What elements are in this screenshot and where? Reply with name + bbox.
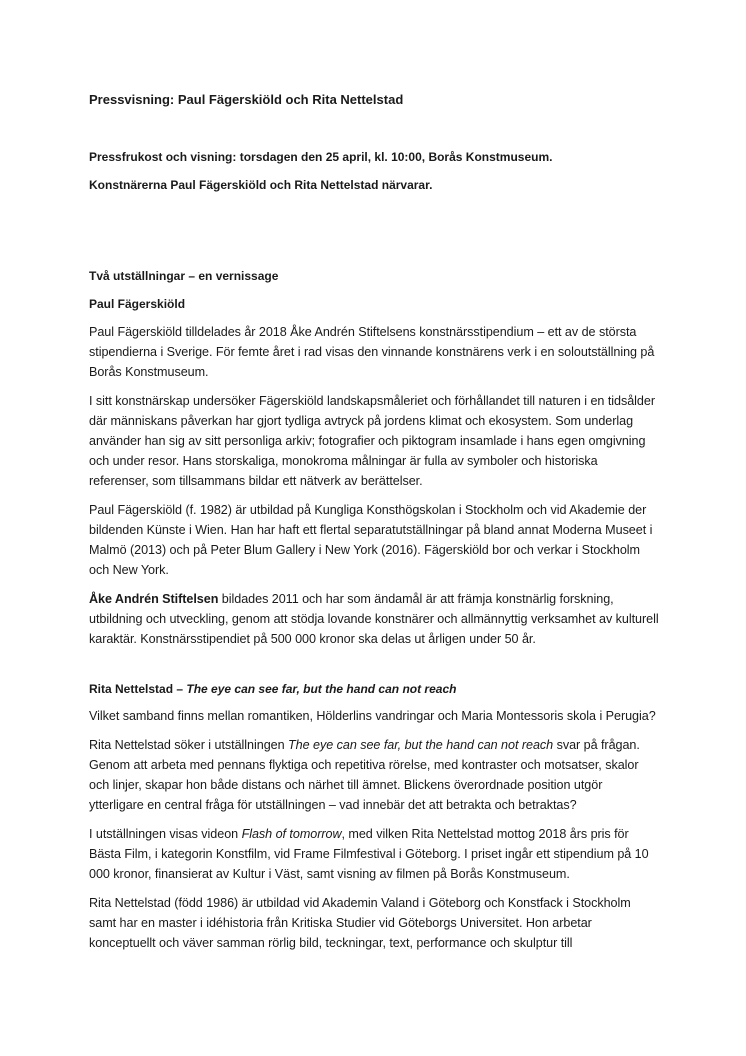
paul-paragraph-3: Paul Fägerskiöld (f. 1982) är utbildad på Kungliga Konsthögskolan i Stockholm och vid Akademie der bildenden Künste i Wien. Han har haft ett flertal separatutställningar på bland annat Moderna Museet i Malmö (2013) och på Peter Blum Gallery i New York (2016). Fägerskiöld bor och verkar i Stockholm och New York. [89,503,653,577]
rita-p3-video-title: Flash of tomorrow [241,827,342,841]
rita-p2-end: svar på frågan. Genom att arbeta med pennans flyktiga och repetitiva rörelse, med kontraster och motsatser, skalor och linjer, skapar hon både distans och närhet till ämnet. Blickens överordnade position utgör ytterligare en central fråga för utställningen – vad innebär det att betrakta och betraktas? [89,738,640,812]
rita-p2-exhibition-title: The eye can see far, but the hand can not reach [288,738,554,752]
artists-present: Konstnärerna Paul Fägerskiöld och Rita Nettelstad närvarar. [89,178,433,192]
rita-p3-end: , med vilken Rita Nettelstad mottog 2018 års pris för Bästa Film, i kategorin Konstfilm, vid Frame Filmfestival i Göteborg. I priset ingår ett stipendium på 10 000 kronor, finansierat av Kultur i Väst, samt visning av filmen på Borås Konstmuseum. [89,827,649,881]
rita-paragraph-1: Vilket samband finns mellan romantiken, Hölderlins vandringar och Maria Montessoris skola i Perugia? [89,709,656,723]
foundation-text: bildades 2011 och har som ändamål är att främja konstnärlig forskning, utbildning och utveckling, genom att stödja lovande konstnärer och allmännyttig verksamhet av kulturell karaktär. Konstnärsstipendiet på 500 000 kronor ska delas ut årligen under 50 år. [89,592,659,646]
section-heading: Två utställningar – en vernissage [89,269,279,283]
paul-heading: Paul Fägerskiöld [89,297,186,311]
event-info: Pressfrukost och visning: torsdagen den 25 april, kl. 10:00, Borås Konstmuseum. [89,150,553,164]
rita-paragraph-2 [89,735,659,815]
foundation-name: Åke Andrén Stiftelsen [89,592,219,606]
rita-heading [89,680,659,698]
rita-p2-start: Rita Nettelstad söker i utställningen [89,738,289,752]
rita-paragraph-4: Rita Nettelstad (född 1986) är utbildad vid Akademin Valand i Göteborg och Konstfack i Stockholm samt har en master i idéhistoria från Kritiska Studier vid Göteborgs Universitet. Hon arbetar konceptuellt och väver samman rörlig bild, teckningar, text, performance och skulptur till [89,896,631,950]
paul-paragraph-1: Paul Fägerskiöld tilldelades år 2018 Åke Andrén Stiftelsens konstnärsstipendium – ett av de största stipendierna i Sverige. För femte året i rad visas den vinnande konstnärens verk i en soloutställning på Borås Konstmuseum. [89,325,655,379]
rita-heading-title: The eye can see far, but the hand can not reach [186,682,457,696]
rita-heading-name: Rita Nettelstad [89,682,174,696]
rita-heading-separator: – [173,682,187,696]
press-release [89,91,659,953]
page-title: Pressvisning: Paul Fägerskiöld och Rita Nettelstad [89,92,404,107]
paul-paragraph-4 [89,589,659,649]
rita-p3-start: I utställningen visas videon [89,827,242,841]
paul-paragraph-2: I sitt konstnärskap undersöker Fägerskiöld landskapsmåleriet och förhållandet till naturen i en tidsålder där människans påverkan har gjort tydliga avtryck på jordens klimat och ekosystem. Som underlag använder han sig av sitt personliga arkiv; fotografier och piktogram insamlade i hans egen omgivning och under resor. Hans storskaliga, monokroma målningar är fulla av symboler och historiska referenser, som tillsammans bildar ett nätverk av berättelser. [89,394,655,488]
rita-paragraph-3 [89,824,659,884]
